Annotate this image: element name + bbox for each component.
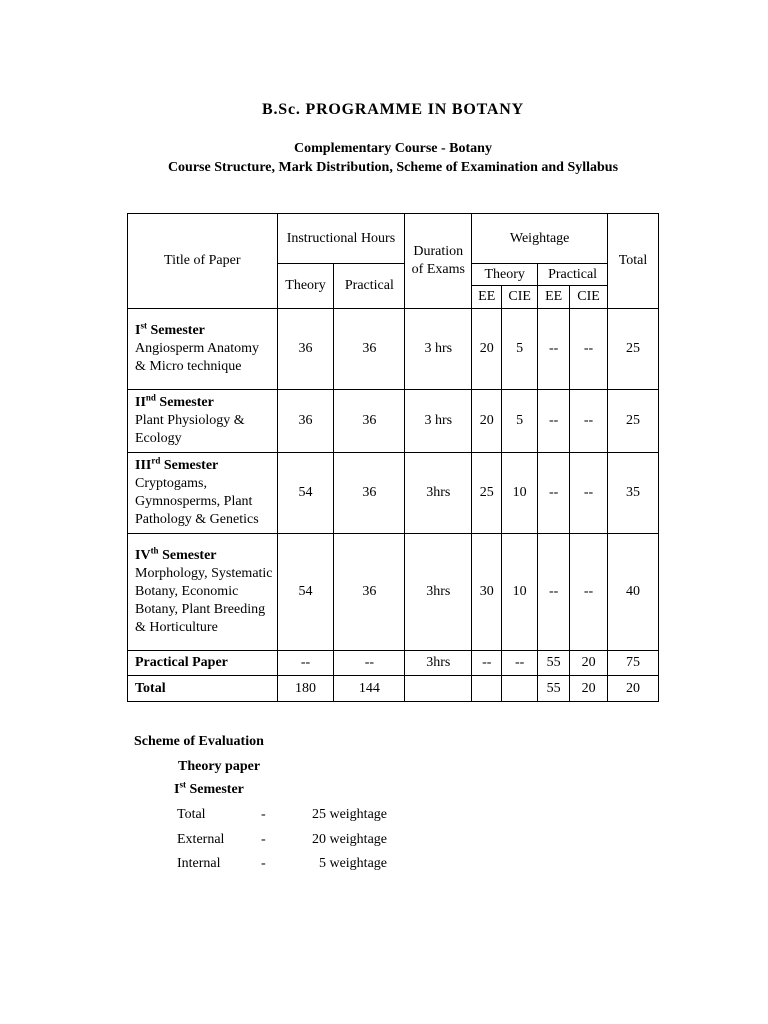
theory-hours: 180 bbox=[277, 676, 334, 702]
theory-hours: -- bbox=[277, 651, 334, 676]
evaluation-row-total bbox=[177, 807, 387, 823]
theory-ee: 20 bbox=[472, 309, 502, 390]
evaluation-heading: Scheme of Evaluation bbox=[134, 734, 264, 749]
exam-duration: 3hrs bbox=[405, 453, 472, 534]
evaluation-label: Internal bbox=[177, 856, 221, 871]
evaluation-row-external bbox=[177, 832, 387, 848]
paper-cell bbox=[128, 534, 278, 651]
exam-duration: 3hrs bbox=[405, 534, 472, 651]
theory-hours: 36 bbox=[277, 390, 334, 453]
practical-ee: 55 bbox=[538, 676, 570, 702]
row-total: 40 bbox=[608, 534, 659, 651]
header-theory-hours: Theory bbox=[277, 264, 334, 309]
paper-cell bbox=[128, 453, 278, 534]
practical-cie: -- bbox=[570, 309, 608, 390]
exam-duration: 3 hrs bbox=[405, 390, 472, 453]
theory-hours: 36 bbox=[277, 309, 334, 390]
document-subtitle: Complementary Course - Botany bbox=[294, 141, 492, 156]
theory-cie: -- bbox=[502, 651, 538, 676]
practical-ee: 55 bbox=[538, 651, 570, 676]
header-title-of-paper: Title of Paper bbox=[128, 214, 278, 309]
theory-cie: 10 bbox=[502, 534, 538, 651]
paper-cell bbox=[128, 309, 278, 390]
semester-heading: Ist Semester bbox=[135, 320, 205, 338]
theory-ee: -- bbox=[472, 651, 502, 676]
practical-cie: -- bbox=[570, 390, 608, 453]
semester-heading: Ist Semester bbox=[174, 779, 244, 797]
table-row bbox=[128, 676, 659, 702]
header-practical-hours: Practical bbox=[334, 264, 405, 309]
practical-hours: 36 bbox=[334, 453, 405, 534]
theory-ee: 30 bbox=[472, 534, 502, 651]
practical-cie: 20 bbox=[570, 651, 608, 676]
semester-heading: IIIrd Semester bbox=[135, 455, 219, 473]
row-total: 25 bbox=[608, 309, 659, 390]
theory-cie bbox=[502, 676, 538, 702]
practical-hours: 36 bbox=[334, 534, 405, 651]
header-instructional-hours: Instructional Hours bbox=[277, 214, 405, 264]
theory-paper-heading: Theory paper bbox=[178, 759, 261, 774]
paper-cell bbox=[128, 390, 278, 453]
header-theory-ee: EE bbox=[472, 286, 502, 309]
mark-distribution-table bbox=[127, 213, 659, 702]
evaluation-label: Total bbox=[177, 807, 206, 822]
practical-cie: -- bbox=[570, 534, 608, 651]
practical-ee: -- bbox=[538, 390, 570, 453]
exam-duration: 3hrs bbox=[405, 651, 472, 676]
table-row bbox=[128, 534, 659, 651]
scheme-of-evaluation bbox=[134, 734, 387, 871]
header-theory-cie: CIE bbox=[502, 286, 538, 309]
paper-title: Angiosperm Anatomy & Micro technique bbox=[135, 341, 260, 374]
evaluation-dash: - bbox=[261, 832, 266, 847]
evaluation-value: 25 weightage bbox=[311, 807, 387, 822]
theory-ee bbox=[472, 676, 502, 702]
header-weightage-practical: Practical bbox=[538, 264, 608, 286]
evaluation-value: 20 weightage bbox=[311, 832, 387, 847]
practical-ee: -- bbox=[538, 309, 570, 390]
semester-heading: IVth Semester bbox=[135, 545, 217, 563]
theory-cie: 5 bbox=[502, 309, 538, 390]
evaluation-dash: - bbox=[261, 807, 266, 822]
theory-hours: 54 bbox=[277, 453, 334, 534]
header-total: Total bbox=[608, 214, 659, 309]
paper-title: Morphology, Systematic Botany, Economic Botany, Plant Breeding & Horticulture bbox=[135, 566, 273, 635]
practical-cie: 20 bbox=[570, 676, 608, 702]
header-weightage: Weightage bbox=[472, 214, 608, 264]
evaluation-dash: - bbox=[261, 856, 266, 871]
header-weightage-theory: Theory bbox=[472, 264, 538, 286]
practical-hours: 36 bbox=[334, 390, 405, 453]
theory-hours: 54 bbox=[277, 534, 334, 651]
header-practical-ee: EE bbox=[538, 286, 570, 309]
row-total: 20 bbox=[608, 676, 659, 702]
evaluation-value: 5 weightage bbox=[318, 856, 387, 871]
theory-ee: 25 bbox=[472, 453, 502, 534]
row-total: 25 bbox=[608, 390, 659, 453]
header-practical-cie: CIE bbox=[570, 286, 608, 309]
practical-ee: -- bbox=[538, 534, 570, 651]
table-row bbox=[128, 651, 659, 676]
row-total: 75 bbox=[608, 651, 659, 676]
practical-ee: -- bbox=[538, 453, 570, 534]
theory-cie: 10 bbox=[502, 453, 538, 534]
theory-cie: 5 bbox=[502, 390, 538, 453]
document-title: B.Sc. PROGRAMME IN BOTANY bbox=[262, 101, 524, 118]
semester-heading: IInd Semester bbox=[135, 392, 214, 410]
practical-hours: -- bbox=[334, 651, 405, 676]
exam-duration bbox=[405, 676, 472, 702]
table-row bbox=[128, 453, 659, 534]
total-label: Total bbox=[128, 676, 278, 702]
row-total: 35 bbox=[608, 453, 659, 534]
paper-title: Plant Physiology & Ecology bbox=[135, 413, 245, 446]
practical-paper-label: Practical Paper bbox=[128, 651, 278, 676]
evaluation-row-internal bbox=[177, 856, 387, 872]
theory-ee: 20 bbox=[472, 390, 502, 453]
table-row bbox=[128, 309, 659, 390]
evaluation-label: External bbox=[177, 832, 225, 847]
practical-cie: -- bbox=[570, 453, 608, 534]
document-subtitle-2: Course Structure, Mark Distribution, Scheme of Examination and Syllabus bbox=[167, 160, 619, 175]
paper-title: Cryptogams, Gymnosperms, Plant Pathology & Genetics bbox=[135, 476, 259, 527]
exam-duration: 3 hrs bbox=[405, 309, 472, 390]
practical-hours: 144 bbox=[334, 676, 405, 702]
table-row bbox=[128, 390, 659, 453]
header-duration: Duration of Exams bbox=[405, 214, 472, 309]
practical-hours: 36 bbox=[334, 309, 405, 390]
